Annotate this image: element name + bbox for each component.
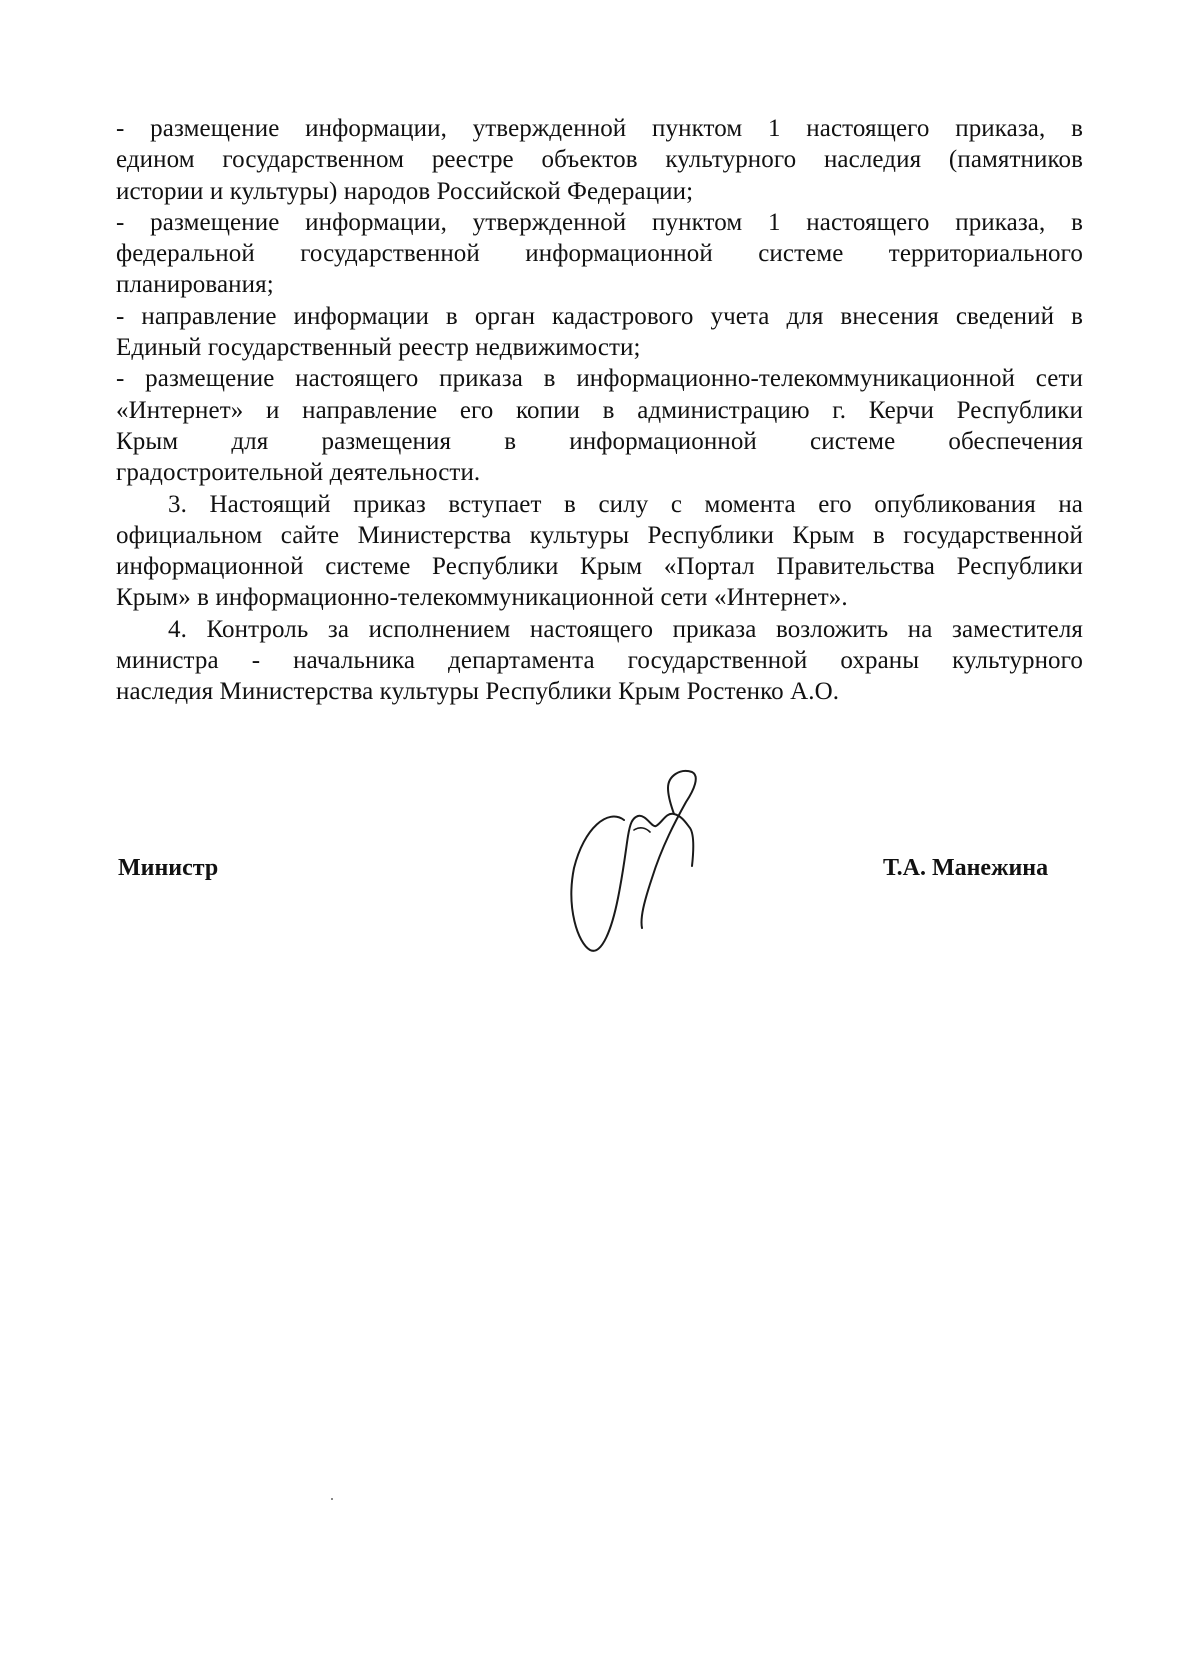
text-line: - размещение информации, утвержденной пунктом 1 настоящего приказа, в (116, 115, 1083, 142)
text-line: федеральной государственной информационной системе территориального (116, 240, 1083, 268)
text-line: градостроительной деятельности. (116, 459, 481, 487)
text-line: планирования; (116, 271, 274, 299)
order-text (116, 113, 1083, 708)
text-line: информационной системе Республики Крым «Портал Правительства Республики (116, 553, 1083, 581)
text-line: истории и культуры) народов Российской Федерации; (116, 177, 694, 205)
text-line: «Интернет» и направление его копии в администрацию г. Керчи Республики (116, 396, 1083, 424)
text-line: - размещение настоящего приказа в информационно-телекоммуникационной сети (116, 365, 1083, 393)
text-line: едином государственном реестре объектов культурного наследия (памятников (116, 146, 1083, 174)
text-line: Крым для размещения в информационной системе обеспечения (116, 427, 1083, 455)
signatory-title: Министр (118, 855, 219, 881)
text-line: Крым» в информационно-телекоммуникационной сети «Интернет». (116, 584, 848, 612)
paragraph-4-line: 4. Контроль за исполнением настоящего приказа возложить на заместителя (168, 615, 1083, 643)
scan-speck (331, 1498, 333, 1500)
paragraph-3-line: 3. Настоящий приказ вступает в силу с момента его опубликования на (168, 490, 1083, 518)
text-line: наследия Министерства культуры Республики Крым Ростенко А.О. (116, 678, 840, 706)
text-line: Единый государственный реестр недвижимости; (116, 334, 641, 362)
text-line: министра - начальника департамента государственной охраны культурного (116, 647, 1083, 675)
text-line: - размещение информации, утвержденной пунктом 1 настоящего приказа, в (116, 208, 1083, 236)
text-line: официальном сайте Министерства культуры Республики Крым в государственной (116, 521, 1083, 549)
signatory-name: Т.А. Манежина (883, 855, 1049, 881)
text-line: - направление информации в орган кадастрового учета для внесения сведений в (116, 302, 1083, 330)
handwritten-signature (568, 768, 716, 968)
